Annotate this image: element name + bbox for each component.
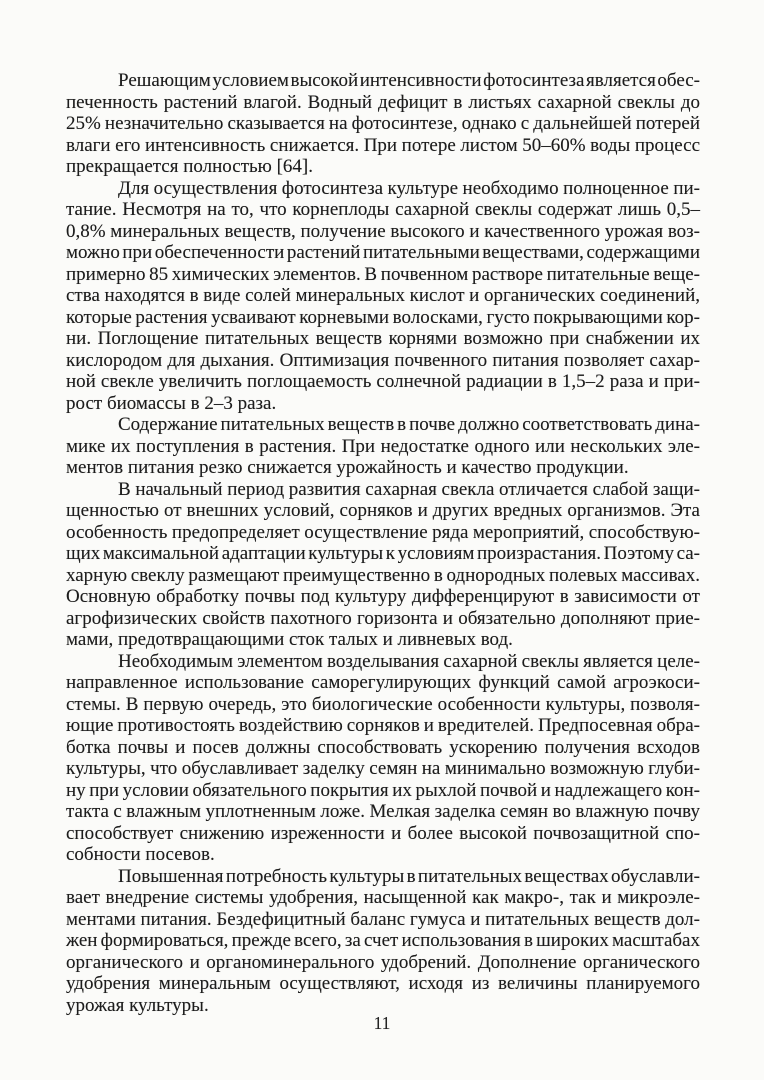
text-line: ну при условии обязательного покрытия их рыхлой почвой и надлежащего кон- — [66, 779, 701, 801]
text-line: печенность растений влагой. Водный дефицит в листьях сахарной свеклы до — [66, 91, 700, 113]
text-line: особенность предопределяет осуществление ряда мероприятий, способствую- — [66, 521, 700, 543]
text-line: примерно 85 химических элементов. В почвенном растворе питательные веще- — [66, 263, 700, 285]
page-number: 11 — [373, 1013, 391, 1033]
text-line: урожая культуры. — [66, 994, 209, 1016]
text-line: харную свеклу размещают преимущественно в однородных полевых массивах. — [66, 564, 700, 586]
text-line: мике их поступления в растения. При недостатке одного или нескольких эле- — [66, 435, 700, 457]
text-line: ни. Поглощение питательных веществ корнями возможно при снабжении их — [66, 328, 700, 349]
text-line: щих максимальной адаптации культуры к условиям произрастания. Поэтому са- — [66, 543, 700, 564]
text-line: ментов питания резко снижается урожайность и качество продукции. — [66, 457, 629, 478]
text-line: ющие противостоять воздействию сорняков и вредителей. Предпосевная обра- — [66, 715, 700, 736]
text-line: жен формироваться, прежде всего, за счет использования в широких масштабах — [66, 930, 700, 951]
text-line: можно при обеспеченности растений питательными веществами, содержащими — [66, 242, 700, 263]
text-line: 0,8% минеральных веществ, получение высокого и качественного урожая воз- — [66, 220, 700, 242]
text-line: В начальный период развития сахарная свекла отличается слабой защи- — [118, 478, 700, 500]
text-line: такта с влажным уплотненным ложе. Мелкая заделка семян во влажную почву — [66, 801, 700, 822]
text-line: ботка почвы и посев должны способствовать ускорению получения всходов — [66, 736, 700, 758]
text-line: вает внедрение системы удобрения, насыщенной как макро-, так и микроэле- — [66, 887, 700, 908]
text-line: ства находятся в виде солей минеральных кислот и органических соединений, — [66, 285, 700, 306]
text-line: мами, предотвращающими сток талых и ливневых вод. — [66, 629, 513, 650]
text-line: собности посевов. — [66, 844, 215, 865]
text-line: щенностью от внешних условий, сорняков и других вредных организмов. Эта — [66, 500, 700, 521]
text-line: стемы. В первую очередь, это биологические особенности культуры, позволя- — [66, 693, 700, 715]
text-line: Основную обработку почвы под культуру дифференцируют в зависимости от — [66, 586, 700, 607]
text-line: способствует снижению изреженности и более высокой почвозащитной спо- — [66, 822, 700, 844]
text-line: прекращается полностью [64]. — [66, 156, 314, 177]
text-line: тание. Несмотря на то, что корнеплоды сахарной свеклы содержат лишь 0,5– — [66, 199, 700, 220]
text-column — [66, 70, 700, 1016]
text-line: рост биомассы в 2–3 раза. — [66, 392, 277, 414]
text-line: Повышенная потребность культуры в питательных веществах обуславли- — [118, 865, 700, 887]
text-line: направленное использование саморегулирующих функций самой агроэкоси- — [66, 672, 700, 693]
text-line: Решающим условием высокой интенсивности фотосинтеза является обес- — [118, 70, 701, 91]
text-line: влаги его интенсивность снижается. При потере листом 50–60% воды процесс — [66, 134, 700, 156]
text-line: Необходимым элементом возделывания сахарной свеклы является целе- — [118, 650, 700, 672]
text-line: ной свекле увеличить поглощаемость солнечной радиации в 1,5–2 раза и при- — [66, 371, 700, 392]
text-line: культуры, что обуславливает заделку семян на минимально возможную глуби- — [66, 758, 700, 779]
text-line: Для осуществления фотосинтеза культуре необходимо полноценное пи- — [118, 177, 700, 199]
text-line: Содержание питательных веществ в почве должно соответствовать дина- — [118, 414, 700, 435]
text-line: агрофизических свойств пахотного горизонта и обязательно дополняют прие- — [66, 607, 700, 629]
text-line: органического и органоминерального удобрений. Дополнение органического — [66, 951, 700, 973]
text-line: 25% незначительно сказывается на фотосинтезе, однако с дальнейшей потерей — [66, 113, 700, 134]
text-line: которые растения усваивают корневыми волосками, густо покрывающими кор- — [66, 306, 700, 328]
text-line: кислородом для дыхания. Оптимизация почвенного питания позволяет сахар- — [66, 349, 700, 371]
text-line: удобрения минеральным осуществляют, исходя из величины планируемого — [66, 973, 700, 994]
text-line: ментами питания. Бездефицитный баланс гумуса и питательных веществ дол- — [66, 908, 700, 930]
